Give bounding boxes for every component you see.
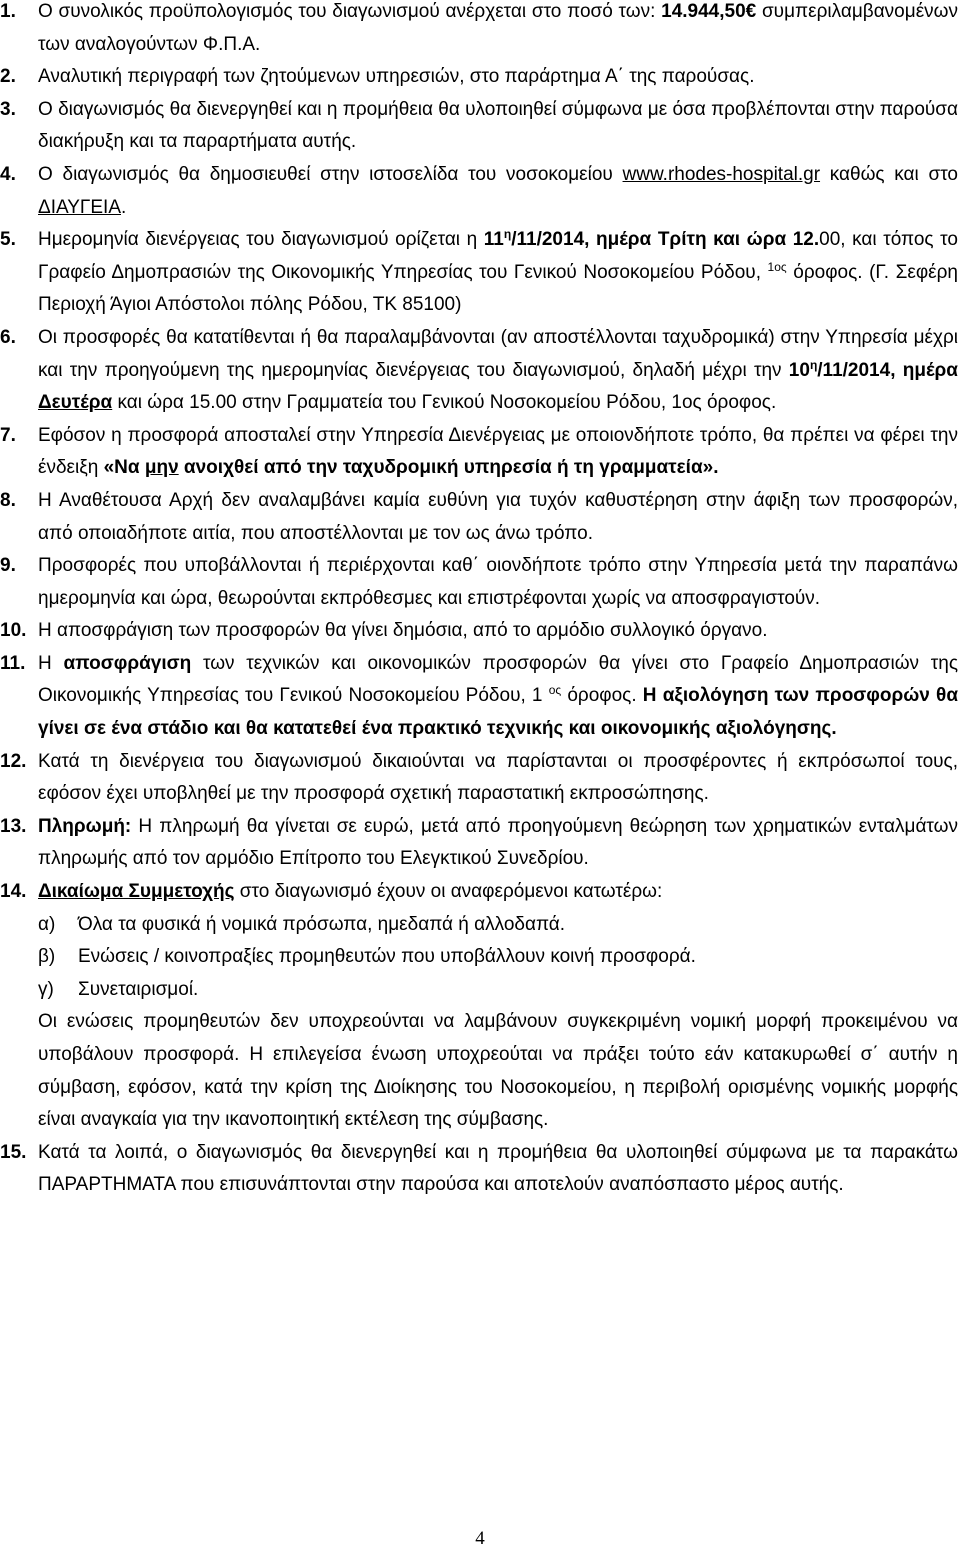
item-number: 11. [0,652,26,674]
item-number: 7. [0,424,16,446]
joint-ventures-paragraph: Οι ενώσεις προμηθευτών δεν υποχρεούνται να λαμβάνουν συγκεκριμένη νομική μορφή προκειμένου να υποβάλουν προσφορά. Η επιλεγείσα ένωση υποχρεούται να πράξει τούτο εάν κατακυρωθεί σ΄ αυτήν η σύμβαση, εφόσον, κατά την κρίση της Διοίκησης του Νοσοκομείου, η περιβολή ορισμένης νομικής μορφής είναι αναγκαία για την ικανοποιητική εκτέλεση της σύμβασης. [38,1011,958,1131]
text-run: η [809,357,818,372]
list-item-13 [0,811,958,876]
text-run: και ώρα 15.00 στην Γραμματεία του Γενικού Νοσοκομείου Ρόδου, 1ος όροφος. [112,392,777,414]
text-run: αποσφράγιση [63,652,192,674]
text-run: Η πληρωμή θα γίνεται σε ευρώ, μετά από προηγούμενη θεώρηση των χρηματικών ενταλμάτων πληρωμής από τον αρμόδιο Επίτροπο του Ελεγκτικού Συνεδρίου. [38,815,958,870]
item-number: 14. [0,881,27,903]
item-number: 3. [0,98,16,120]
sub-item-c [38,974,958,1007]
text-run: Η αποσφράγιση των προσφορών θα γίνει δημόσια, από το αρμόδιο συλλογικό όργανο. [38,620,768,642]
item-text [38,322,958,420]
text-run: Οι προσφορές θα κατατίθενται ή θα παραλαμβάνονται (αν αποστέλλονται ταχυδρομικά) στην Υπηρεσία μέχρι και την προηγούμενη της ημερομηνίας διενέργειας του διαγωνισμού, δηλαδή μέχρι την [38,326,958,381]
item-text [38,811,958,876]
text-run: «Να [103,457,145,479]
sub-item-text: Συνεταιρισμοί. [78,978,199,1000]
list-item-1 [0,0,958,61]
text-run: των τεχνικών και οικονομικών προσφορών θα γίνει στο Γραφείο Δημοπρασιών της Οικονομικής Υπηρεσίας του Γενικού Νοσοκομείου Ρόδου, 1 [38,652,958,707]
item-text [38,420,958,485]
item-text [38,0,958,61]
text-run: 1ος [767,259,787,274]
text-run: Εφόσον η προσφορά αποσταλεί στην Υπηρεσία Διενέργειας με οποιονδήποτε τρόπο, θα πρέπει να φέρει την ένδειξη [38,424,958,479]
item-number: 8. [0,489,16,511]
sub-item-text: Όλα τα φυσικά ή νομικά πρόσωπα, ημεδαπά ή αλλοδαπά. [78,913,566,935]
item-text [38,485,958,550]
text-run: στο διαγωνισμό έχουν οι αναφερόμενοι κατωτέρω: [234,881,663,903]
item-number: 2. [0,66,16,88]
text-run: Η Αναθέτουσα Αρχή δεν αναλαμβάνει καμία ευθύνη για τυχόν καθυστέρηση στην άφιξη των προσφορών, από οποιαδήποτε αιτία, που αποστέλλονται με τον ως άνω τρόπο. [38,489,958,544]
sub-item-label: γ) [38,978,54,1000]
text-run: Δευτέρα [38,392,113,414]
list-item-10 [0,615,958,648]
text-run: /11/2014, ημέρα [817,359,958,381]
item-number: 12. [0,750,27,772]
item-text [38,61,958,94]
text-run: www.rhodes-hospital.gr [622,163,821,185]
sub-item-b [38,941,958,974]
text-run: ος [548,683,562,698]
item-text [38,159,958,224]
list-item-14 [0,876,958,909]
text-run: όροφος. [561,685,643,707]
text-run: Ημερομηνία διενέργειας του διαγωνισμού ορίζεται η [38,229,484,251]
text-run: συμπεριλαμβανομένων των αναλογούντων Φ.Π.Α. [38,1,959,55]
text-run: 10 [788,359,810,381]
item-number: 4. [0,163,16,185]
item-text [38,615,958,648]
text-run: 00, και τόπος το Γραφείο Δημοπρασιών της Οικονομικής Υπηρεσίας του Γενικού Νοσοκομείου Ρόδου, [38,229,958,283]
text-run: Ο συνολικός προϋπολογισμός του διαγωνισμού ανέρχεται στο ποσό των: [38,1,662,22]
item-text [38,876,958,909]
item-text [38,746,958,811]
text-run: η [503,227,512,242]
text-run: . [121,196,127,218]
text-run: μην [144,457,179,479]
item-number: 5. [0,229,16,251]
text-run: Ο διαγωνισμός θα διενεργηθεί και η προμήθεια θα υλοποιηθεί σύμφωνα με όσα προβλέπονται στην παρούσα διακήρυξη και τα παραρτήματα αυτής. [38,98,958,153]
text-run: Αναλυτική περιγραφή των ζητούμενων υπηρεσιών, στο παράρτημα Α΄ της παρούσας. [38,66,755,88]
list-item-6 [0,322,958,420]
item-number: 1. [0,1,16,22]
list-item-7 [0,420,958,485]
text-run: Η [38,652,64,674]
sub-item-a [38,909,958,942]
text-run: Η αξιολόγηση των προσφορών θα γίνει σε ένα στάδιο και θα κατατεθεί ένα πρακτικό τεχνικής και οικονομικής αξιολόγησης. [38,685,958,740]
text-run: Ο διαγωνισμός θα δημοσιευθεί στην ιστοσελίδα του νοσοκομείου [38,163,623,185]
text-run: ΔΙΑΥΓΕΙΑ [38,196,121,218]
list-item-3 [0,94,958,159]
text-run: Πληρωμή: [38,815,132,837]
list-item-11 [0,648,958,746]
item-number: 6. [0,326,16,348]
item-text [38,648,958,746]
text-run: /11/2014, ημέρα Τρίτη και ώρα 12. [511,229,820,251]
list-item-15 [0,1137,958,1202]
item-number: 15. [0,1141,27,1163]
text-run: Κατά τη διενέργεια του διαγωνισμού δικαιούνται να παρίστανται οι προσφέροντες ή εκπρόσωποί τους, εφόσον έχει υποβληθεί με την προσφορά σχετική παραστατική εκπροσώπησης. [38,750,958,805]
text-run: καθώς και στο [820,163,958,185]
text-run: 11 [483,229,504,251]
list-item-4 [0,159,958,224]
item-text [38,224,958,322]
text-run: Δικαίωμα Συμμετοχής [38,881,235,903]
item-number: 13. [0,815,27,837]
page-number: 4 [475,1528,485,1549]
text-run: ανοιχθεί από την ταχυδρομική υπηρεσία ή τη γραμματεία». [178,457,719,479]
text-run: 14.944,50€ [661,1,757,22]
list-item-5 [0,224,958,322]
item-number: 10. [0,620,27,642]
list-item-9 [0,550,958,615]
item-text [38,94,958,159]
text-run: όροφος. (Γ. Σεφέρη Περιοχή Άγιοι Απόστολοι πόλης Ρόδου, ΤΚ 85100) [38,261,958,316]
sub-item-label: α) [38,913,56,935]
item-text: Κατά τα λοιπά, ο διαγωνισμός θα διενεργηθεί και η προμήθεια θα υλοποιηθεί σύμφωνα με τα παρακάτω ΠΑΡΑΡΤΗΜΑΤΑ που επισυνάπτονται στην παρούσα και αποτελούν αναπόσπαστο μέρος αυτής. [38,1141,958,1196]
list-item-12 [0,746,958,811]
list-item-8 [0,485,958,550]
item-number: 9. [0,555,16,577]
list-item-2 [0,61,958,94]
sub-item-label: β) [38,946,56,968]
sub-item-text: Ενώσεις / κοινοπραξίες προμηθευτών που υποβάλλουν κοινή προσφορά. [78,946,696,968]
text-run: Προσφορές που υποβάλλονται ή περιέρχονται καθ΄ οιονδήποτε τρόπο στην Υπηρεσία μετά την παραπάνω ημερομηνία και ώρα, θεωρούνται εκπρόθεσμες και επιστρέφονται χωρίς να αποσφραγιστούν. [38,555,958,609]
item-text [38,550,958,615]
